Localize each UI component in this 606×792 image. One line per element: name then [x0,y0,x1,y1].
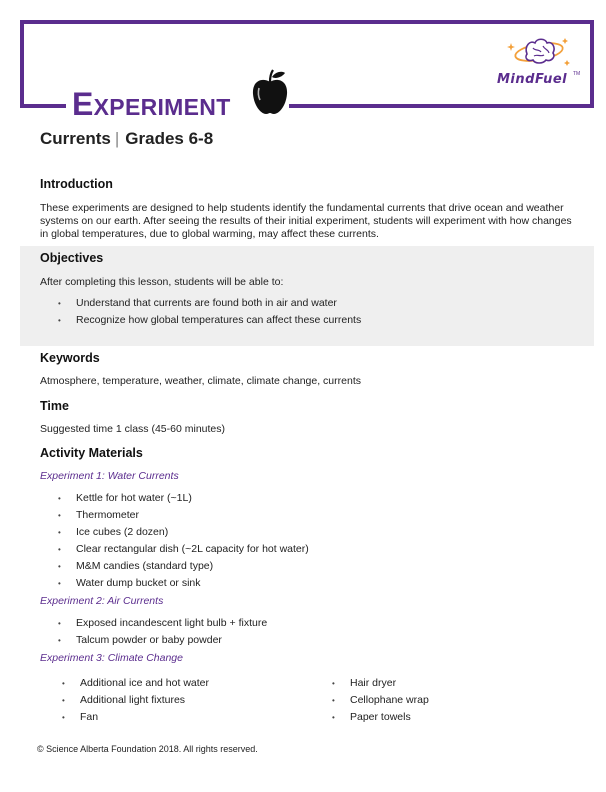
header-frame-rule-right [289,104,594,108]
time-heading: Time [40,399,69,413]
page-title [40,129,213,149]
list-item: • Water dump bucket or sink [58,575,309,592]
experiment-3-list-left [62,675,209,726]
experiment-1-label: Experiment 1: Water Currents [40,470,179,482]
objectives-list [58,295,361,329]
banner-title-rest: XPERIMENT [93,94,231,120]
list-item: • Additional ice and hot water [62,675,209,692]
experiment-2-label: Experiment 2: Air Currents [40,595,164,607]
list-item: • Hair dryer [332,675,429,692]
experiment-1-list [58,490,309,592]
materials-heading: Activity Materials [40,446,143,460]
experiment-2-list [58,615,267,649]
list-item: • Ice cubes (2 dozen) [58,524,309,541]
list-item: • Additional light fixtures [62,692,209,709]
list-item: • Exposed incandescent light bulb + fixture [58,615,267,632]
logo-trademark: TM [573,71,581,77]
time-text: Suggested time 1 class (45-60 minutes) [40,423,226,435]
objectives-heading: Objectives [40,251,104,265]
objectives-intro: After completing this lesson, students will be able to: [40,276,284,288]
logo-wordmark: MindFuel [497,72,568,87]
list-item: • Talcum powder or baby powder [58,632,267,649]
list-item: • Kettle for hot water (~1L) [58,490,309,507]
experiment-3-label: Experiment 3: Climate Change [40,652,183,664]
keywords-heading: Keywords [40,351,100,365]
banner-title-initial: E [72,86,94,122]
list-item: • Recognize how global temperatures can affect these currents [58,312,361,329]
introduction-text: These experiments are designed to help students identify the fundamental currents that drive ocean and weather systems on our earth. After seeing the results of their initial experiment, students will experiment with how changes in global temperatures, due to global warming, may affect these currents. [40,202,572,240]
topic-title: Currents [40,129,111,148]
list-item: • Thermometer [58,507,309,524]
keywords-text: Atmosphere, temperature, weather, climate, climate change, currents [40,375,361,387]
banner-title [72,86,231,123]
title-separator: | [114,129,120,148]
list-item: • M&M candies (standard type) [58,558,309,575]
experiment-3-list-right [332,675,429,726]
apple-icon [250,68,290,116]
list-item: • Cellophane wrap [332,692,429,709]
header-frame-rule-left [20,104,66,108]
copyright-footer: © Science Alberta Foundation 2018. All rights reserved. [37,744,258,754]
introduction-heading: Introduction [40,177,113,191]
list-item: • Fan [62,709,209,726]
grade-level: Grades 6-8 [125,129,214,148]
list-item: • Understand that currents are found both in air and water [58,295,361,312]
list-item: • Paper towels [332,709,429,726]
list-item: • Clear rectangular dish (~2L capacity for hot water) [58,541,309,558]
